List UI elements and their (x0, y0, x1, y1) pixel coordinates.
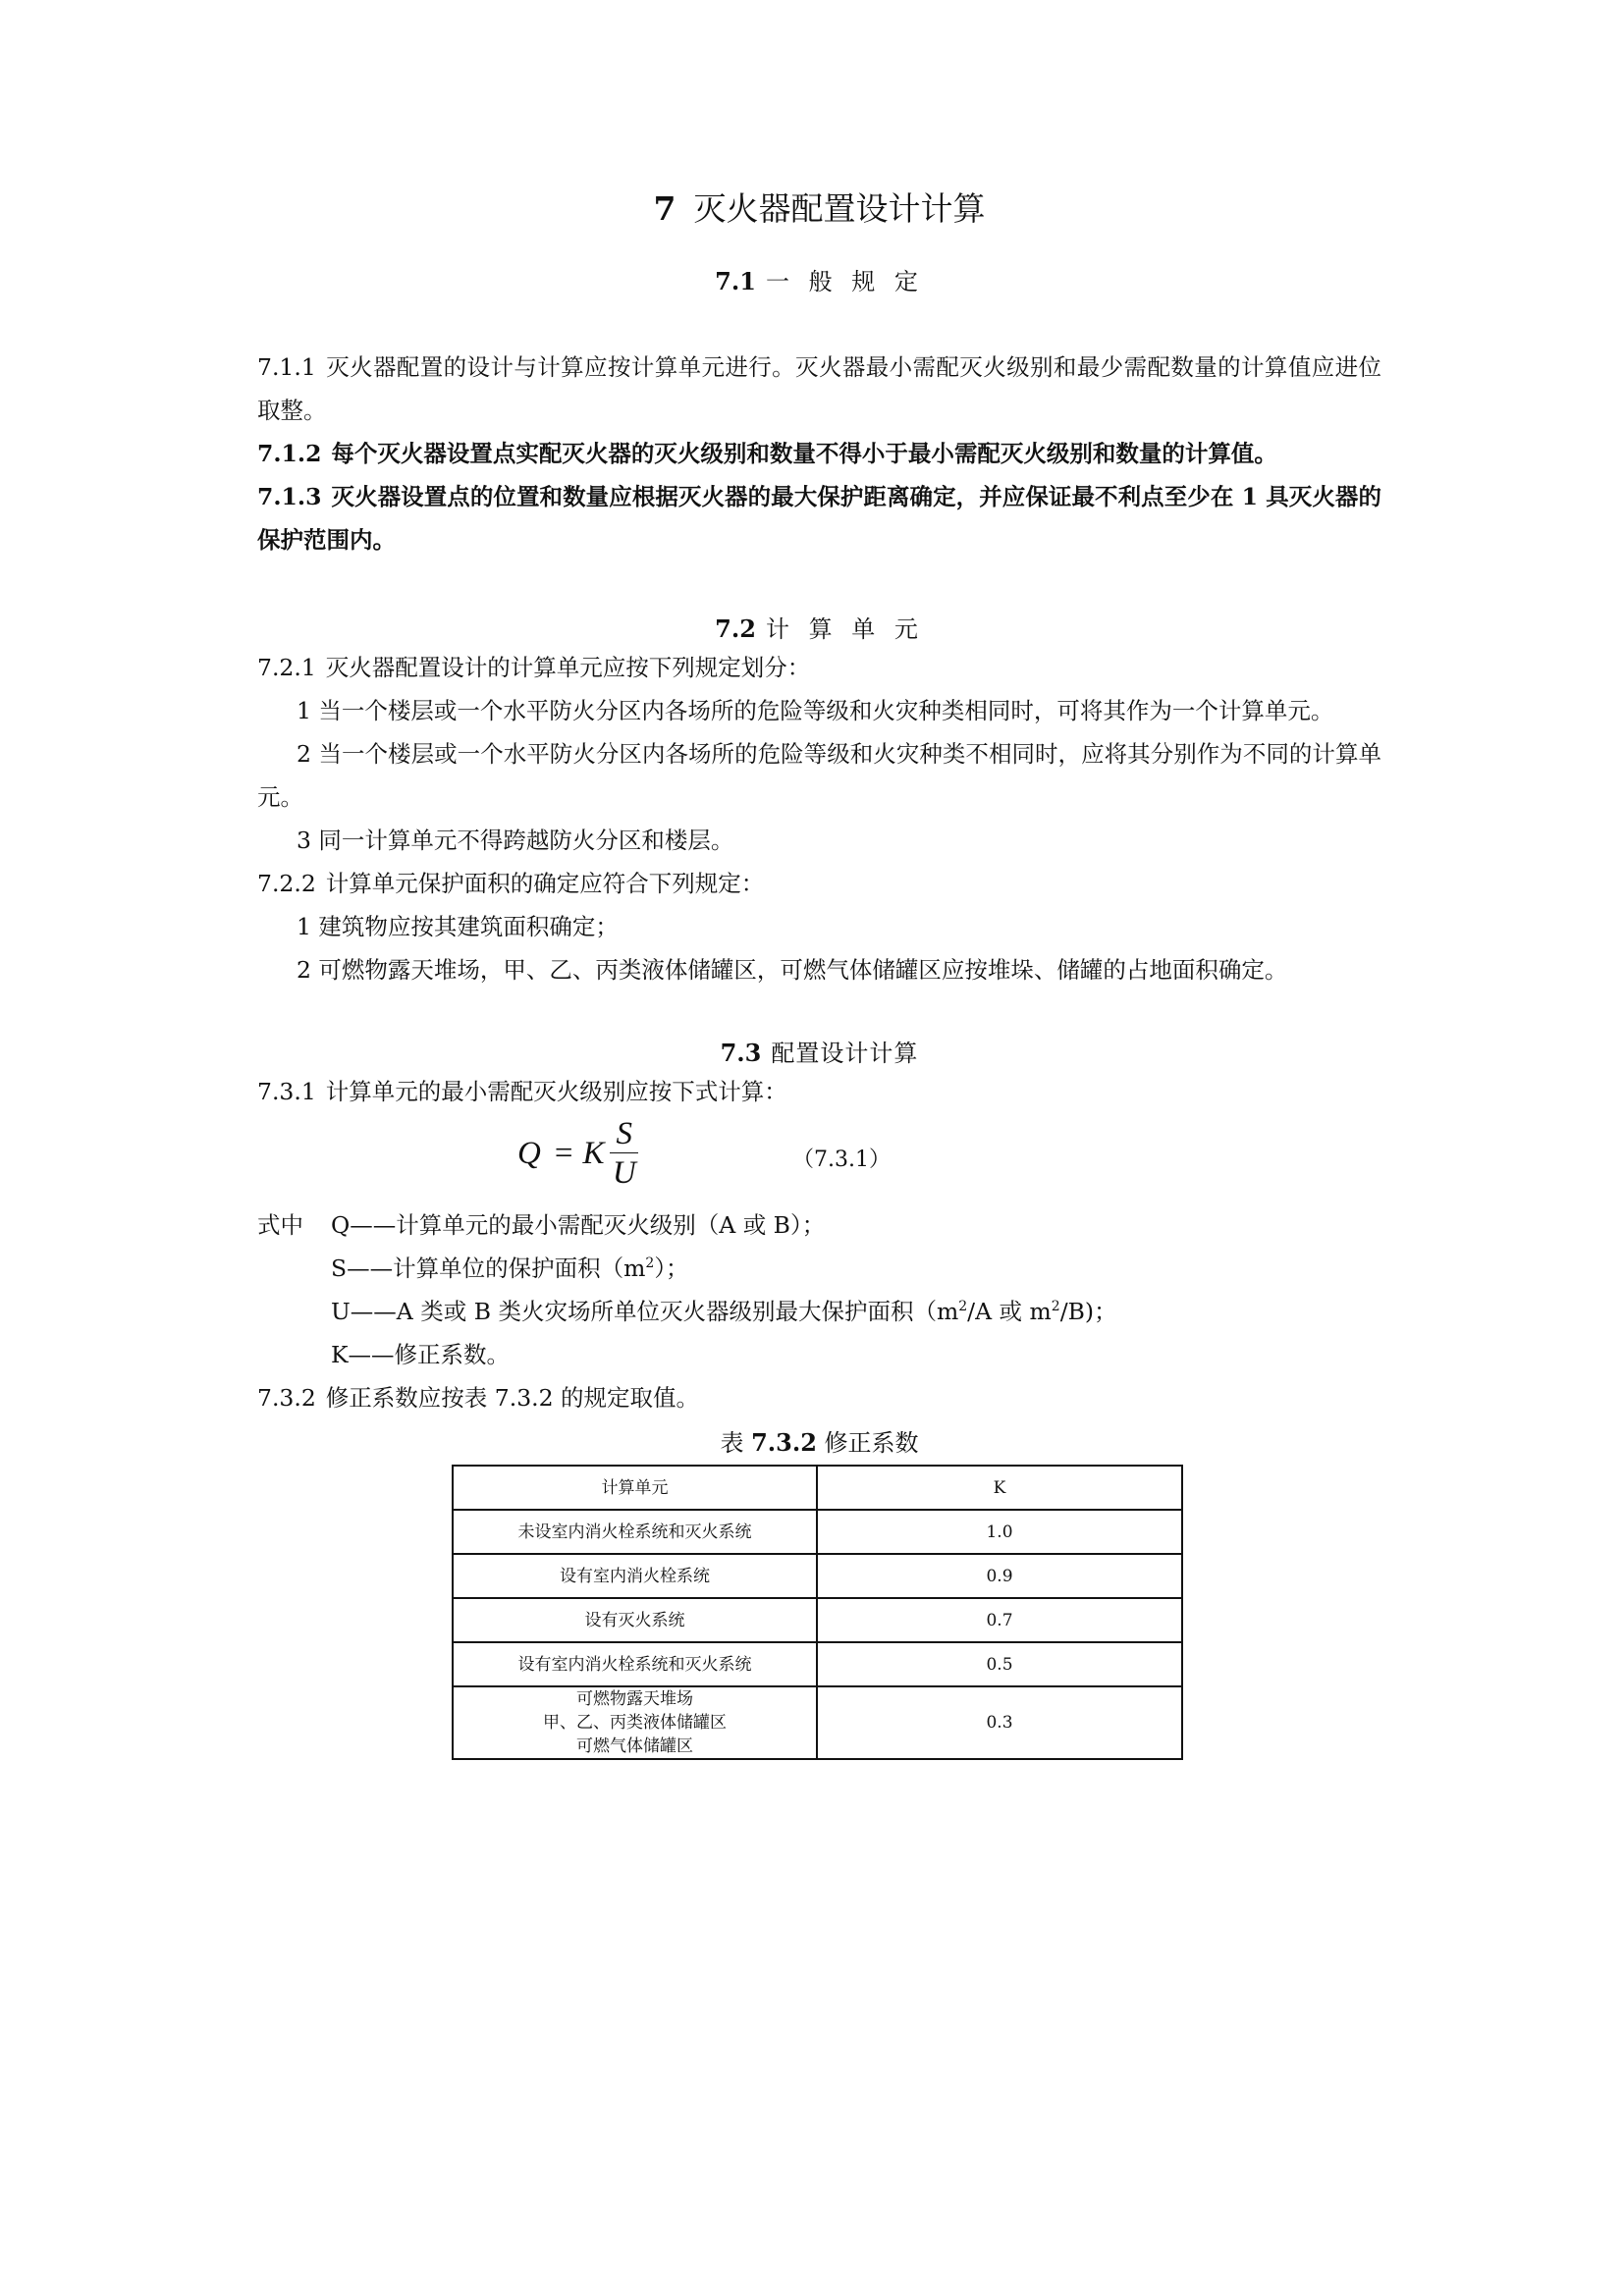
section-number: 7.3 (720, 1039, 762, 1067)
formula-equals: = (554, 1136, 573, 1171)
clause-7-1-2 (257, 432, 1381, 475)
clause-7-1-3 (257, 475, 1381, 561)
clause-number: 7.2.1 (257, 654, 316, 681)
table-number: 7.3.2 (751, 1428, 817, 1457)
table-cell-unit (453, 1686, 817, 1759)
clause-7-3-1 (257, 1070, 1381, 1113)
where-s (257, 1247, 1381, 1290)
correction-factor-table (452, 1465, 1183, 1760)
clause-text: 每个灭火器设置点实配灭火器的灭火级别和数量不得小于最小需配灭火级别和数量的计算值。 (331, 440, 1277, 467)
table-cell-unit: 设有灭火系统 (453, 1598, 817, 1642)
formula-numerator: S (610, 1115, 638, 1153)
clause-text: 计算单元的最小需配灭火级别应按下式计算： (325, 1078, 787, 1105)
clause-number: 7.2.2 (257, 870, 316, 897)
formula-number: （7.3.1） (792, 1148, 891, 1172)
where-s-end: ）； (654, 1255, 689, 1282)
where-q-text: Q——计算单元的最小需配灭火级别（A 或 B）； (331, 1211, 826, 1239)
section-title-7-2 (257, 613, 1381, 646)
table-cell-k: 0.5 (817, 1642, 1182, 1686)
clause-text: 灭火器配置设计的计算单元应按下列规定划分： (325, 654, 811, 681)
section-number: 7.1 (715, 267, 756, 295)
clause-text: 修正系数应按表 7.3.2 的规定取值。 (325, 1384, 700, 1412)
clause-7-2-1 (257, 646, 1381, 689)
where-s-text: S——计算单位的保护面积（m (331, 1255, 646, 1282)
section-title-7-3 (257, 1037, 1381, 1070)
table-cell-k: 0.7 (817, 1598, 1182, 1642)
table-cell-unit: 设有室内消火栓系统 (453, 1554, 817, 1598)
table-row (453, 1510, 1182, 1554)
table-caption-prefix: 表 (720, 1429, 752, 1457)
where-u (257, 1290, 1381, 1333)
clause-number: 7.3.1 (257, 1078, 316, 1105)
where-u-text: U——A 类或 B 类火灾场所单位灭火器级别最大保护面积（m (331, 1298, 959, 1325)
where-u-end: /B)； (1059, 1298, 1117, 1325)
table-cell-k: 0.3 (817, 1686, 1182, 1759)
clause-number: 7.1.2 (257, 440, 322, 467)
table-row (453, 1642, 1182, 1686)
table-cell-unit: 未设室内消火栓系统和灭火系统 (453, 1510, 817, 1554)
where-lead: 式中 (257, 1211, 303, 1239)
clause-text: 灭火器配置的设计与计算应按计算单元进行。灭火器最小需配灭火级别和最少需配数量的计算值应进位取整。 (257, 353, 1381, 424)
superscript: 2 (1051, 1299, 1060, 1315)
clause-7-2-1-item-1: 1 当一个楼层或一个水平防火分区内各场所的危险等级和火灾种类相同时，可将其作为一个计算单元。 (297, 697, 1334, 724)
clause-text: 灭火器设置点的位置和数量应根据灭火器的最大保护距离确定，并应保证最不利点至少在 1 具灭火器的保护范围内。 (257, 483, 1381, 554)
clause-number: 7.1.1 (257, 353, 316, 381)
table-cell-k: 0.9 (817, 1554, 1182, 1598)
table-cell-line: 可燃物露天堆场 (576, 1689, 693, 1709)
where-q (257, 1203, 1381, 1247)
table-cell-unit: 设有室内消火栓系统和灭火系统 (453, 1642, 817, 1686)
clause-7-1-1 (257, 346, 1381, 432)
chapter-title-text: 灭火器配置设计计算 (693, 189, 986, 228)
clause-7-2-1-item-3: 3 同一计算单元不得跨越防火分区和楼层。 (297, 827, 734, 854)
chapter-number: 7 (653, 189, 676, 228)
clause-7-2-2 (257, 862, 1381, 905)
section-title-text: 计 算 单 元 (765, 615, 924, 643)
formula-k: K (582, 1136, 605, 1171)
clause-number: 7.3.2 (257, 1384, 316, 1412)
formula-denominator: U (612, 1155, 636, 1191)
section-title-text: 配置设计计算 (771, 1040, 919, 1067)
table-header-unit: 计算单元 (453, 1466, 817, 1510)
clause-7-2-2-item-1: 1 建筑物应按其建筑面积确定； (297, 913, 619, 940)
formula-lhs: Q (517, 1136, 541, 1171)
clause-7-3-2 (257, 1376, 1381, 1419)
section-title-7-1 (257, 265, 1381, 298)
clause-number: 7.1.3 (257, 483, 322, 510)
clause-text: 计算单元保护面积的确定应符合下列规定： (325, 870, 765, 897)
formula-fraction (610, 1115, 638, 1193)
table-cell-line: 甲、乙、丙类液体储罐区 (543, 1713, 727, 1733)
clause-7-2-2-item-2: 2 可燃物露天堆场，甲、乙、丙类液体储罐区，可燃气体储罐区应按堆垛、储罐的占地面积确定。 (297, 956, 1288, 984)
table-header-row (453, 1466, 1182, 1510)
chapter-title (257, 187, 1381, 232)
table-caption-title: 修正系数 (816, 1429, 919, 1457)
where-k: K——修正系数。 (331, 1341, 511, 1368)
where-u-mid: /A 或 m (967, 1298, 1052, 1325)
clause-7-2-1-item-2: 2 当一个楼层或一个水平防火分区内各场所的危险等级和火灾种类不相同时，应将其分别作为不同的计算单元。 (257, 740, 1381, 811)
superscript: 2 (645, 1255, 655, 1272)
table-row (453, 1554, 1182, 1598)
superscript: 2 (958, 1299, 968, 1315)
table-row (453, 1686, 1182, 1759)
formula-expression (517, 1115, 638, 1193)
formula-7-3-1 (257, 1113, 1381, 1203)
section-title-text: 一 般 规 定 (765, 268, 924, 295)
table-row (453, 1598, 1182, 1642)
section-number: 7.2 (715, 614, 756, 643)
document-page (257, 187, 1381, 1760)
table-cell-k: 1.0 (817, 1510, 1182, 1554)
table-header-k: K (817, 1466, 1182, 1510)
table-caption (257, 1425, 1381, 1461)
table-cell-line: 可燃气体储罐区 (576, 1736, 693, 1756)
